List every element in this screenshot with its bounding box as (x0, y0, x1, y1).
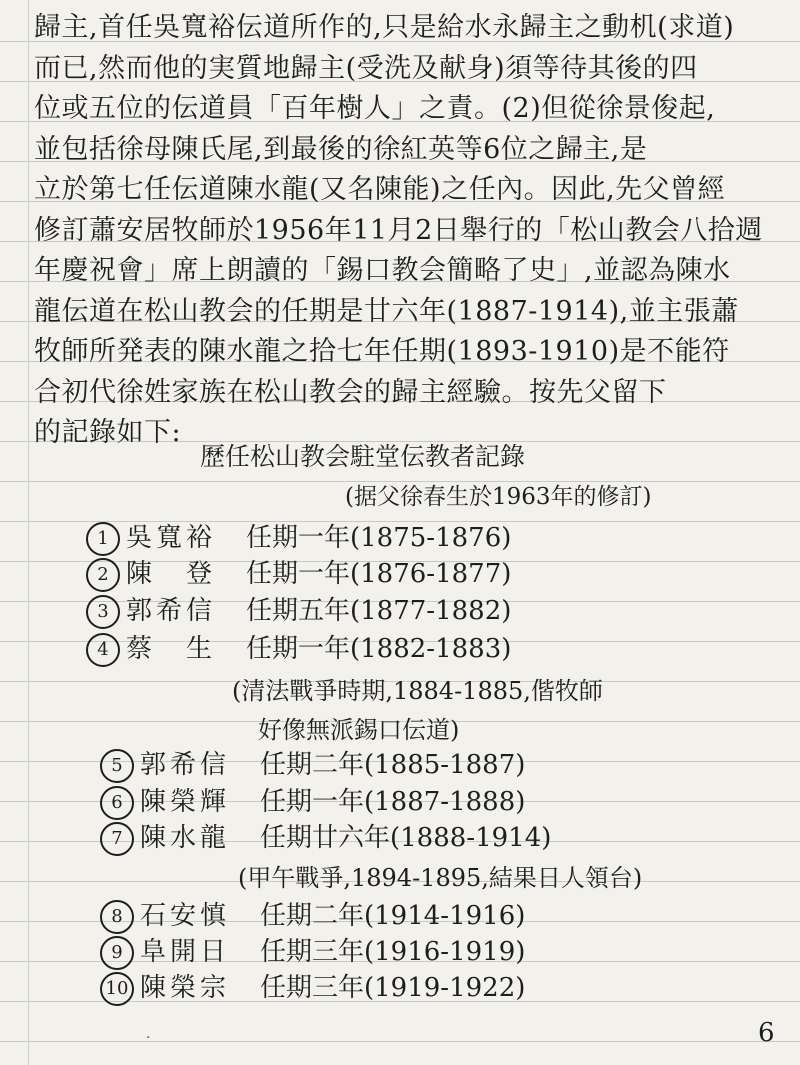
paragraph-line: 的記錄如下: (34, 417, 182, 448)
entry-name: 陳 登 (126, 559, 217, 589)
margin-line (28, 0, 29, 1065)
list-item (100, 745, 525, 785)
list-item (100, 782, 525, 822)
paragraph-line: 龍伝道在松山教会的任期是廿六年(1887-1914),並主張蕭 (34, 295, 739, 327)
entry-name: 阜開日 (140, 937, 231, 967)
entry-number: 7 (100, 822, 134, 856)
list-subtitle: (据父徐春生於1963年的修訂) (345, 484, 652, 510)
historical-note: 好像無派錫口伝道) (258, 716, 460, 744)
entry-name: 陳榮輝 (140, 787, 231, 817)
entry-term: 任期二年(1914-1916) (260, 901, 526, 931)
entry-term: 任期一年(1875-1876) (246, 523, 512, 553)
paragraph-line: 修訂蕭安居牧師於1956年11月2日舉行的「松山教会八拾週 (34, 214, 763, 246)
entry-term: 任期一年(1876-1877) (246, 559, 512, 589)
historical-note: (清法戰爭時期,1884-1885,偕牧師 (232, 677, 603, 705)
entry-name: 陳水龍 (140, 823, 231, 853)
entry-number: 3 (86, 595, 120, 629)
entry-term: 任期一年(1882-1883) (246, 634, 512, 664)
entry-name: 郭希信 (126, 596, 217, 626)
entry-term: 任期二年(1885-1887) (260, 750, 526, 780)
paragraph-line: 歸主,首任吳寬裕伝道所作的,只是給水永歸主之動机(求道) (34, 12, 735, 43)
entry-number: 2 (86, 558, 120, 592)
paragraph-line: 牧師所発表的陳水龍之拾七年任期(1893-1910)是不能符 (34, 336, 730, 367)
entry-number: 6 (100, 786, 134, 820)
entry-number: 10 (100, 972, 134, 1006)
list-item (100, 968, 525, 1008)
ink-speck: · (146, 1030, 151, 1046)
page-number: 6 (758, 1018, 775, 1048)
entry-term: 任期三年(1916-1919) (260, 937, 526, 967)
list-item (100, 932, 525, 972)
entry-number: 4 (86, 633, 120, 667)
list-item (100, 818, 551, 858)
paragraph-line: 年慶祝會」席上朗讀的「錫口教会簡略了史」,並認為陳水 (34, 255, 731, 286)
entry-number: 5 (100, 749, 134, 783)
entry-term: 任期一年(1887-1888) (260, 787, 526, 817)
paragraph-line: 立於第七任伝道陳水龍(又名陳能)之任內。因此,先父曾經 (34, 174, 726, 205)
entry-name: 陳榮宗 (140, 973, 231, 1003)
entry-term: 任期三年(1919-1922) (260, 973, 526, 1003)
list-title: 歷任松山教会駐堂伝教者記錄 (200, 442, 526, 471)
list-item (86, 629, 511, 669)
list-item (86, 591, 511, 631)
entry-name: 郭希信 (140, 750, 231, 780)
entry-term: 任期廿六年(1888-1914) (260, 823, 552, 853)
historical-note: (甲午戰爭,1894-1895,結果日人領台) (238, 864, 643, 892)
entry-number: 8 (100, 900, 134, 934)
entry-name: 石安慎 (140, 901, 231, 931)
paragraph-line: 合初代徐姓家族在松山教会的歸主經驗。按先父留下 (34, 376, 667, 408)
list-item (86, 554, 511, 594)
paragraph-line: 並包括徐母陳氏尾,到最後的徐紅英等6位之歸主,是 (34, 133, 648, 165)
paragraph-line: 位或五位的伝道員「百年樹人」之責。(2)但從徐景俊起, (34, 93, 716, 124)
paragraph-line: 而已,然而他的実質地歸主(受洗及献身)須等待其後的四 (34, 52, 698, 84)
entry-number: 9 (100, 936, 134, 970)
entry-name: 吳寬裕 (126, 523, 217, 553)
list-item (100, 896, 525, 936)
entry-term: 任期五年(1877-1882) (246, 596, 512, 626)
entry-name: 蔡 生 (126, 634, 217, 664)
entry-number: 1 (86, 522, 120, 556)
handwritten-paragraph (34, 8, 790, 454)
list-item (86, 518, 511, 558)
